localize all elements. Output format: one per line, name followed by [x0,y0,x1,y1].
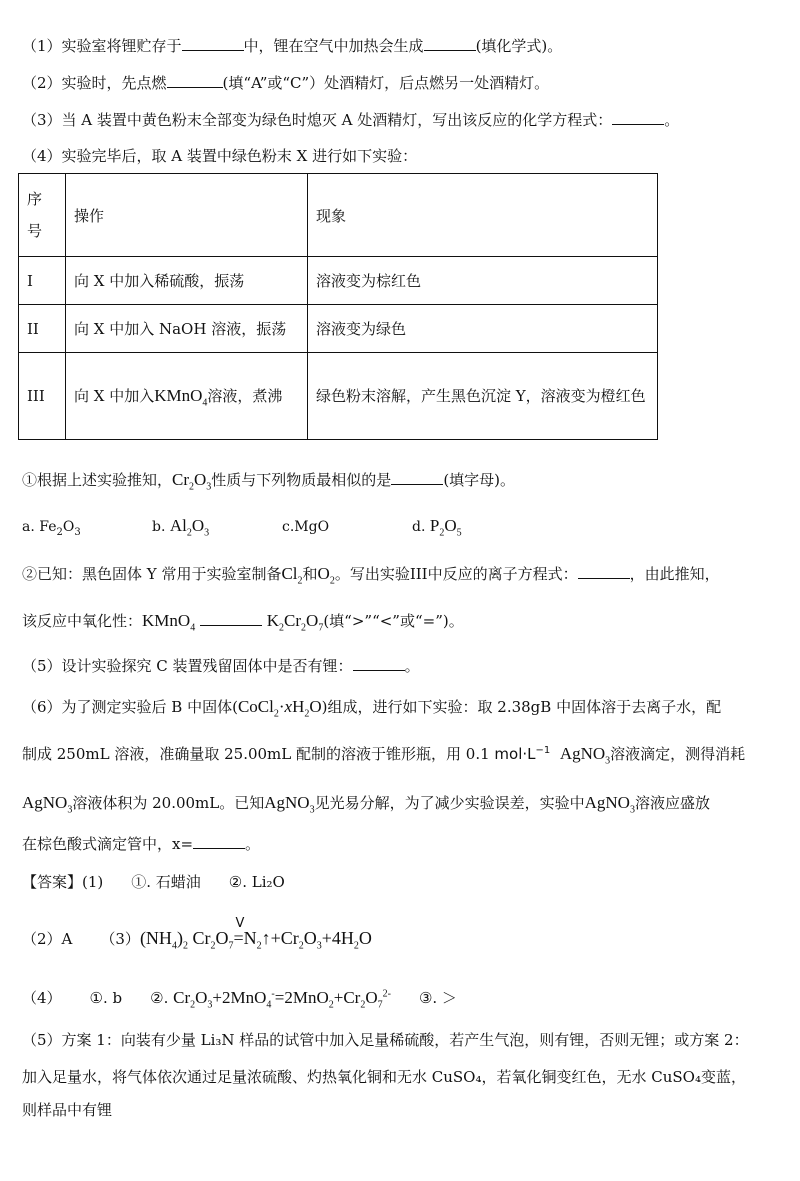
answer-q5-line-1: （5）方案 1：向装有少量 Li₃N 样品的试管中加入足量稀硫酸，若产生气泡，则有锂，否则无锂；或方案 2： [22,1031,749,1049]
sub2-line-2: 该反应中氧化性：KMnO$_4$ $K_2Cr_2O_7$(填“>”“<”或“=”)。 [22,611,464,634]
header-seq: 序号 [19,174,66,257]
answer-q5-line-3: 则样品中有锂 [22,1101,113,1119]
q4-intro: （4）实验完毕后，取 A 装置中绿色粉末 X 进行如下实验： [22,147,418,165]
header-phenomenon: 现象 [308,174,658,257]
q6-line-2: 制成 250mL 溶液，准确量取 25.00mL 配制的溶液于锥形瓶，用 0.1 $mol\cdot L^{-1}$ AgNO$_3$溶液滴定，测得消耗 [22,744,746,767]
sub2-line-1: ②已知：黑色固体 Y 常用于实验室制备$Cl_2$和$O_2$。写出实验III中反应的离子方程式： ，由此推知， [22,564,720,587]
options-line [22,516,542,537]
formula-kmno4: KMnO$_4$ [154,386,208,409]
answer-line-1: 【答案】(1) ①. 石蜡油 ②. Li₂O [22,873,285,891]
q2-blank[interactable] [167,73,223,88]
answer-line-2: （2）A $(3)(NH_4)_2$ $Cr_2O_7=$ V $N_2↑+Cr_2O_3+4H_2O$ [22,916,372,952]
sub2-blank-2[interactable] [200,611,262,626]
q3-blank[interactable] [612,110,664,125]
q5-blank[interactable] [353,656,405,671]
formula-cr2o3: $Cr_2O_3$ [172,470,212,493]
table-row [19,305,658,353]
option-c[interactable]: c.MgO [282,519,330,535]
header-op: 操作 [66,174,308,257]
option-a[interactable]: a. $Fe_2O_3$ [22,519,81,538]
experiment-table [18,173,658,440]
q1-blank-1[interactable] [182,36,244,51]
q6-line-4: 在棕色酸式滴定管中，x= 。 [22,835,261,853]
q1-line: （1）实验室将锂贮存于 中，锂在空气中加热会生成 (填化学式)。 [22,37,563,55]
equation-decomposition: $(NH_4)_2$ $Cr_2O_7=$ V $N_2↑+Cr_2O_3+4H_2O$ [139,916,372,952]
answer-line-3: （4） ①. b ②. $Cr_2O_3+2MnO_4^-=2MnO_2+Cr_2O_7^{2-}$ ③. ＞ [22,988,457,1011]
q1-blank-2[interactable] [424,36,476,51]
q6-blank[interactable] [193,834,245,849]
row-id: III [19,353,66,440]
row-phenomenon: 溶液变为棕红色 [308,257,658,305]
sub2-blank-1[interactable] [578,564,630,579]
equation-ionic: $Cr_2O_3+2MnO_4^-=2MnO_2+Cr_2O_7^{2-}$ [173,988,391,1011]
table-row [19,257,658,305]
row-operation: 向 X 中加入稀硫酸，振荡 [66,257,308,305]
q3-line: （3）当 A 装置中黄色粉末全部变为绿色时熄灭 A 处酒精灯，写出该反应的化学方程式： 。 [22,111,680,129]
q2-line: （2）实验时，先点燃 (填“A”或“C”）处酒精灯，后点燃另一处酒精灯。 [22,74,550,92]
option-d[interactable]: d. $P_2O_5$ [412,516,462,539]
row-phenomenon: 绿色粉末溶解，产生黑色沉淀 Y，溶液变为橙红色 [308,353,658,440]
row-id: II [19,305,66,353]
row-operation: 向 X 中加入 NaOH 溶液，振荡 [66,305,308,353]
table-header-row [19,174,658,257]
sub1-line: ①根据上述实验推知，$Cr_2O_3$性质与下列物质最相似的是 (填字母)。 [22,470,516,493]
q6-line-3: AgNO$_3$溶液体积为 20.00mL。已知AgNO$_3$见光易分解，为了减少实验误差，实验中AgNO$_3$溶液应盛放 [22,793,710,816]
row-id: I [19,257,66,305]
option-b[interactable]: b. $Al_2O_3$ [152,516,210,539]
sub1-blank[interactable] [391,470,443,485]
q6-line-1: （6）为了测定实验后 B 中固体$(CoCl_2\cdot xH_2O)$组成，进行如下实验：取 2.38gB 中固体溶于去离子水，配 [22,697,722,720]
answer-q5-line-2: 加入足量水，将气体依次通过足量浓硫酸、灼热氧化铜和无水 CuSO₄，若氧化铜变红色，无水 CuSO₄变蓝， [22,1068,746,1086]
row-operation: 向 X 中加入KMnO$_4$溶液，煮沸 [66,353,308,440]
row-phenomenon: 溶液变为绿色 [308,305,658,353]
table-row [19,353,658,440]
q5-line: （5）设计实验探究 C 装置残留固体中是否有锂： 。 [22,657,420,675]
